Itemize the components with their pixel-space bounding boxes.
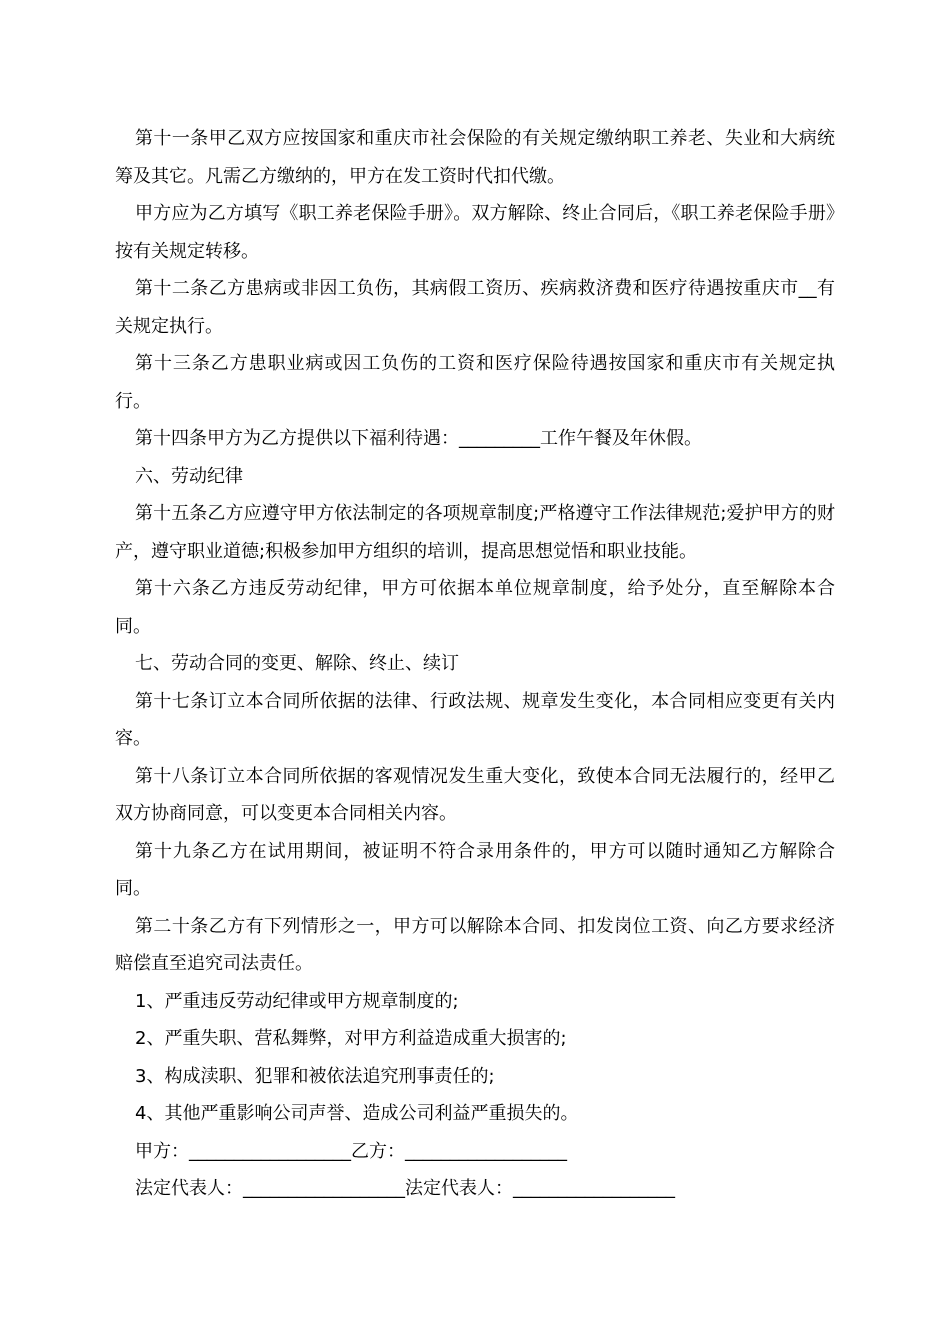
legal-representative-line: 法定代表人：__________________法定代表人：__________________: [135, 1178, 675, 1199]
article-19-paragraph: 第十九条乙方在试用期间，被证明不符合录用条件的，甲方可以随时通知乙方解除合同。: [115, 840, 835, 899]
list-item: 1、严重违反劳动纪律或甲方规章制度的;: [135, 990, 459, 1012]
article-20-paragraph: 第二十条乙方有下列情形之一，甲方可以解除本合同、扣发岗位工资、向乙方要求经济赔偿直至追究司法责任。: [115, 915, 835, 974]
document-body: [115, 120, 835, 1208]
article-16-paragraph: 第十六条乙方违反劳动纪律，甲方可依据本单位规章制度，给予处分，直至解除本合同。: [115, 578, 835, 637]
section-heading-contract-changes: 七、劳动合同的变更、解除、终止、续订: [135, 653, 459, 674]
pension-handbook-paragraph: 甲方应为乙方填写《职工养老保险手册》。双方解除、终止合同后，《职工养老保险手册》按有关规定转移。: [115, 203, 835, 262]
list-item: 3、构成渎职、犯罪和被依法追究刑事责任的;: [135, 1065, 495, 1087]
list-item: 2、严重失职、营私舞弊，对甲方利益造成重大损害的;: [135, 1028, 567, 1049]
article-12-paragraph: 第十二条乙方患病或非因工负伤，其病假工资历、疾病救济费和医疗待遇按重庆市__有关规定执行。: [115, 278, 835, 337]
article-11-paragraph: 第十一条甲乙双方应按国家和重庆市社会保险的有关规定缴纳职工养老、失业和大病统筹及其它。凡需乙方缴纳的，甲方在发工资时代扣代缴。: [115, 128, 835, 187]
list-item: 4、其他严重影响公司声誉、造成公司利益严重损失的。: [135, 1103, 579, 1124]
article-17-paragraph: 第十七条订立本合同所依据的法律、行政法规、规章发生变化，本合同相应变更有关内容。: [115, 690, 835, 749]
party-signature-line: 甲方：__________________乙方：__________________: [135, 1140, 567, 1162]
article-15-paragraph: 第十五条乙方应遵守甲方依法制定的各项规章制度;严格遵守工作法律规范;爱护甲方的财产，遵守职业道德;积极参加甲方组织的培训，提高思想觉悟和职业技能。: [115, 503, 835, 562]
article-14-paragraph: 第十四条甲方为乙方提供以下福利待遇：_________工作午餐及年休假。: [135, 428, 702, 449]
section-heading-labor-discipline: 六、劳动纪律: [135, 465, 243, 487]
article-13-paragraph: 第十三条乙方患职业病或因工负伤的工资和医疗保险待遇按国家和重庆市有关规定执行。: [115, 353, 835, 412]
article-18-paragraph: 第十八条订立本合同所依据的客观情况发生重大变化，致使本合同无法履行的，经甲乙双方协商同意，可以变更本合同相关内容。: [115, 765, 835, 824]
